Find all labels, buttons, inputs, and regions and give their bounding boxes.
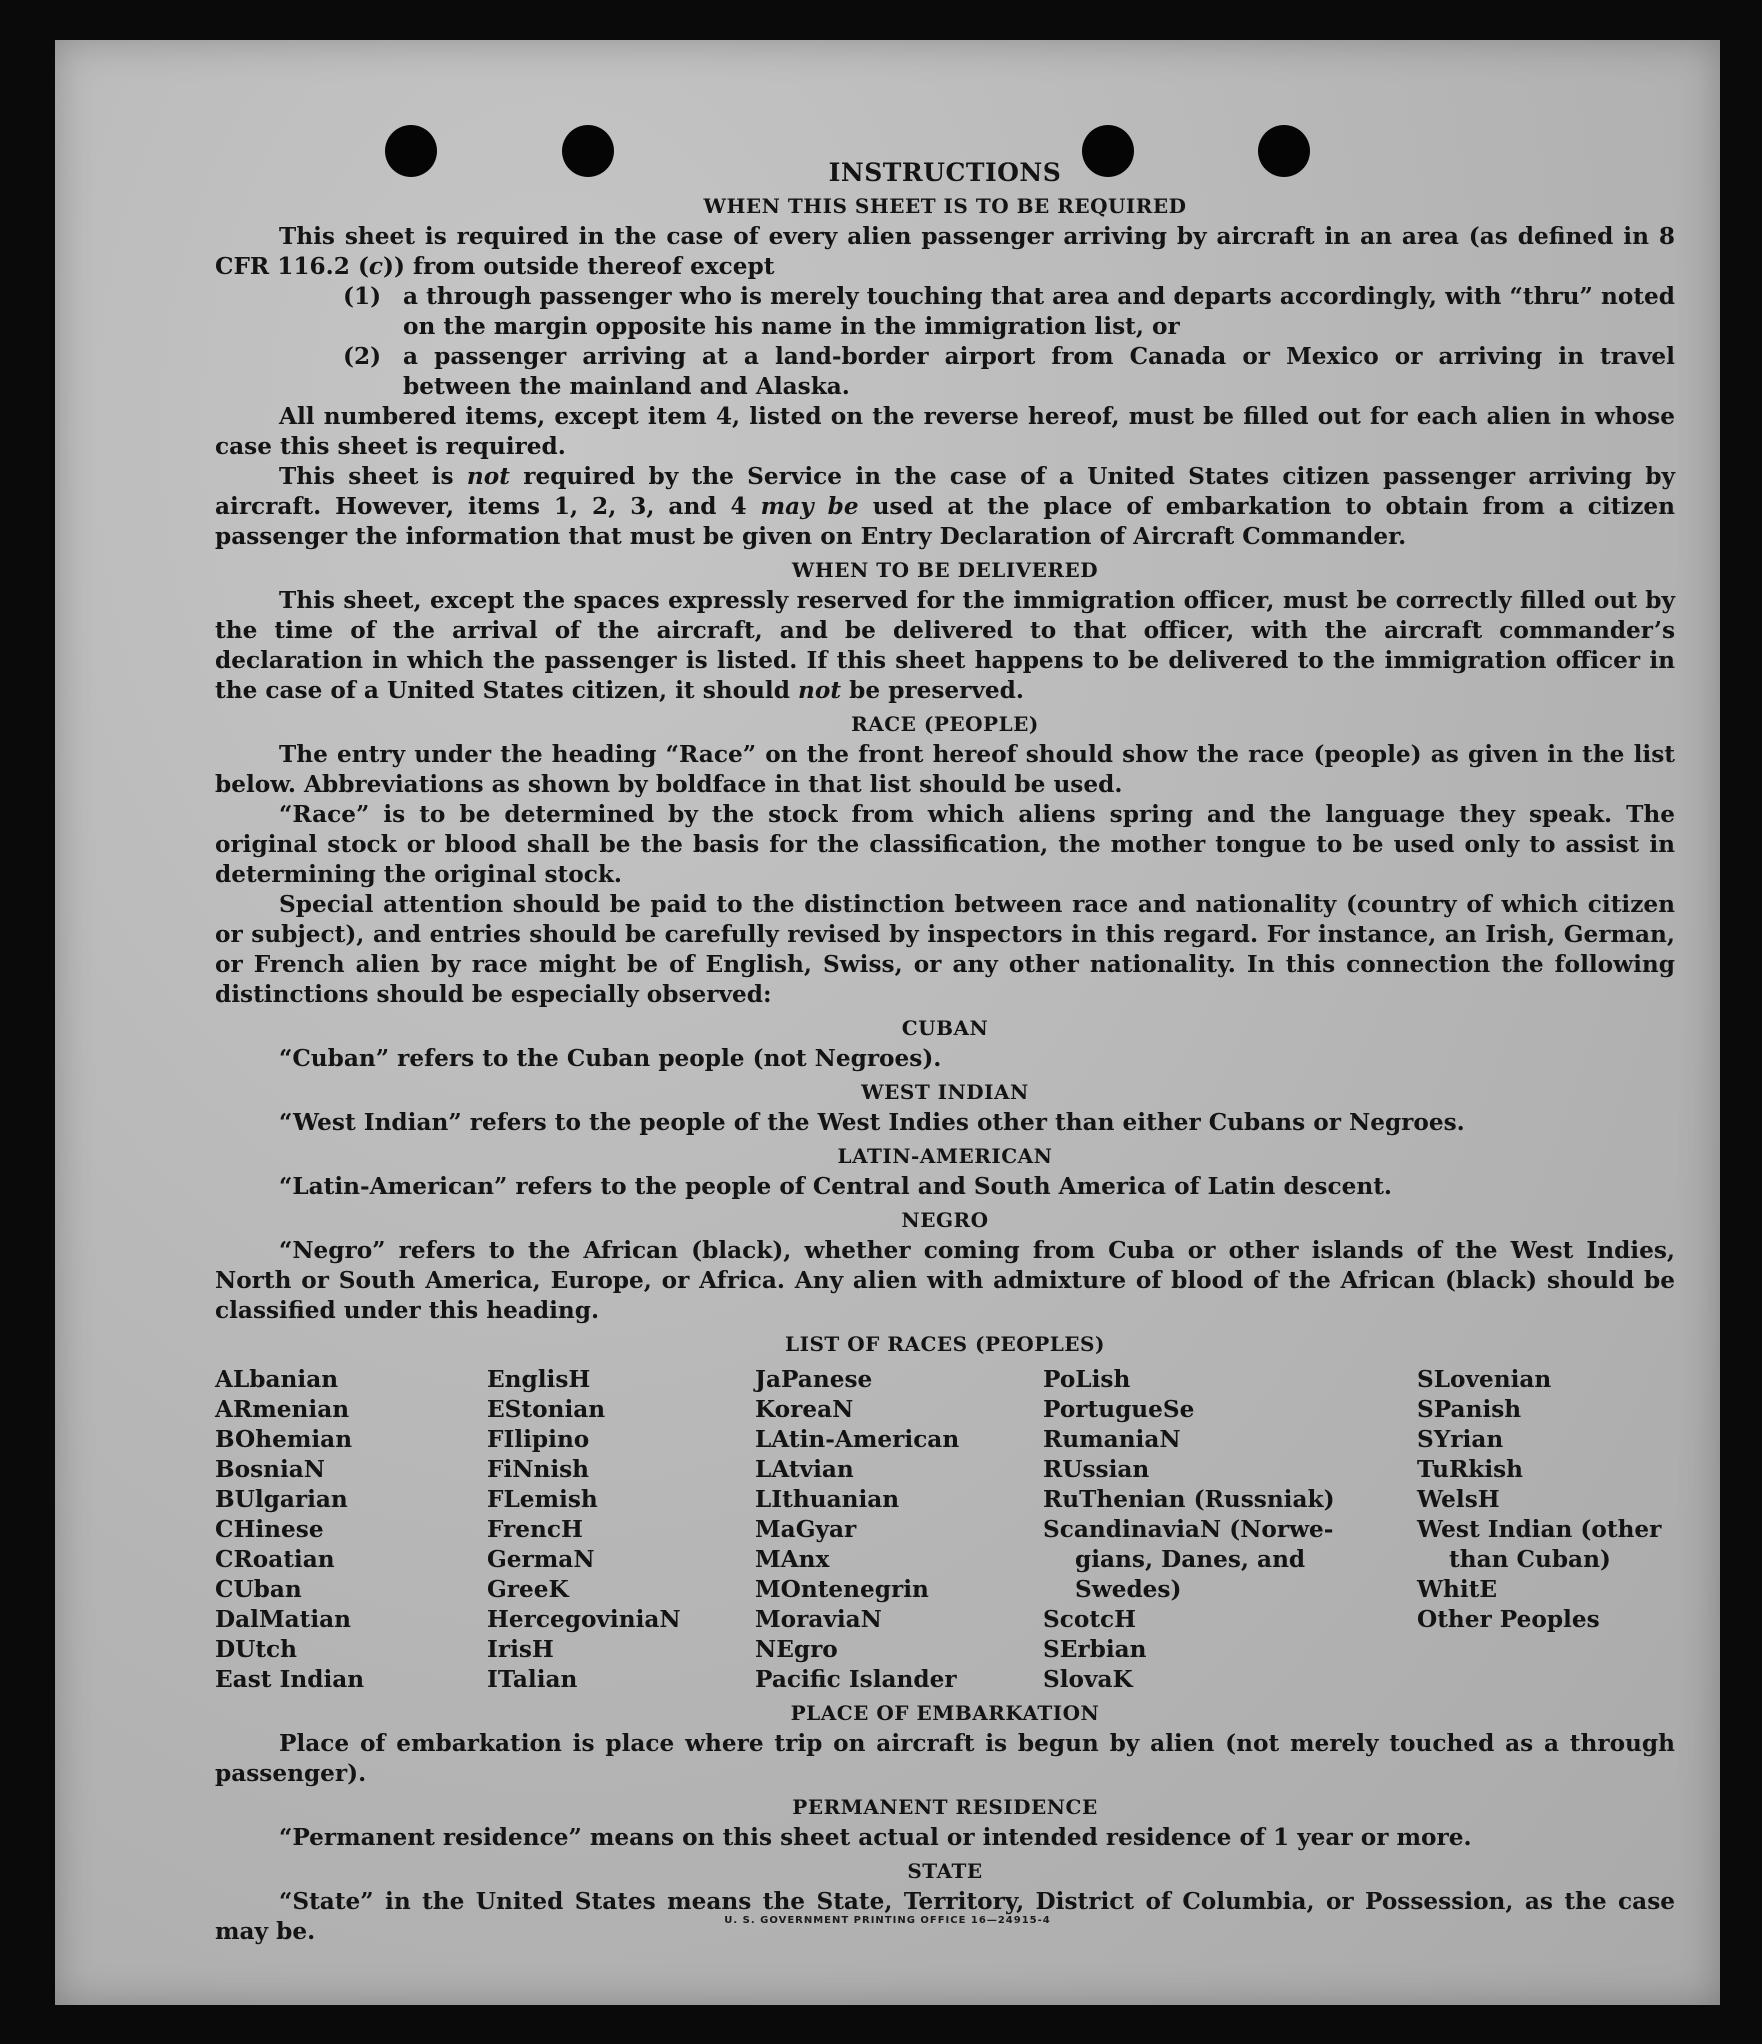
section-heading-embarkation: PLACE OF EMBARKATION — [790, 1701, 1100, 1725]
race-item: BosniaN — [215, 1456, 326, 1483]
section-heading-race: RACE (PEOPLE) — [851, 712, 1039, 736]
exception-item-1 — [215, 282, 1675, 342]
delivered-b: be preserved. — [841, 677, 1024, 704]
required-intro-a: This sheet is required in the case of every alien passenger arriving by aircraft in an area (as defined in 8 CFR 116.2 ( — [215, 223, 1675, 280]
race-paragraph-1: The entry under the heading “Race” on the front hereof should show the race (people) as given in the list below. Abbreviations as shown by boldface in that list should be used. — [215, 741, 1675, 798]
p3-b: required by the Service in the case of a United States citizen passenger arriving by aircraft. However, items 1, 2, 3, and 4 — [215, 463, 1675, 520]
race-item: LAtin-American — [755, 1426, 960, 1453]
race-column-5 — [1417, 1365, 1675, 1695]
section-heading-races: LIST OF RACES (PEOPLES) — [785, 1332, 1105, 1356]
race-item: FLemish — [487, 1486, 598, 1513]
race-item: ScotcH — [1043, 1606, 1137, 1633]
race-item: East Indian — [215, 1666, 365, 1693]
race-item: SErbian — [1043, 1636, 1147, 1663]
section-heading-residence: PERMANENT RESIDENCE — [792, 1795, 1098, 1819]
race-item: FrencH — [487, 1516, 583, 1543]
race-item: RumaniaN — [1043, 1426, 1181, 1453]
race-item: than Cuban) — [1449, 1546, 1611, 1573]
race-item: TuRkish — [1417, 1456, 1524, 1483]
race-item: GermaN — [487, 1546, 595, 1573]
race-item: LIthuanian — [755, 1486, 900, 1513]
race-item: SYrian — [1417, 1426, 1504, 1453]
section-heading-west-indian: WEST INDIAN — [861, 1080, 1029, 1104]
section-heading-delivered: WHEN TO BE DELIVERED — [791, 558, 1099, 582]
section-heading-required: WHEN THIS SHEET IS TO BE REQUIRED — [703, 194, 1187, 218]
race-item: ScandinaviaN (Norwe- — [1043, 1516, 1334, 1543]
race-paragraph-2: “Race” is to be determined by the stock from which aliens spring and the language they speak. The original stock or blood shall be the basis for the classification, the mother tongue to be used only to assist in determining the original stock. — [215, 801, 1675, 888]
race-item: BUlgarian — [215, 1486, 348, 1513]
race-item: MOntenegrin — [755, 1576, 929, 1603]
race-item: FIlipino — [487, 1426, 590, 1453]
race-item: EStonian — [487, 1396, 606, 1423]
race-item: EnglisH — [487, 1366, 591, 1393]
p3-c: used at the place of embarkation to obtain from a citizen passenger the information that must be given on Entry Declaration of Aircraft Commander. — [215, 493, 1676, 550]
race-item: ITalian — [487, 1666, 578, 1693]
race-item: Pacific Islander — [755, 1666, 957, 1693]
page-title: INSTRUCTIONS — [828, 158, 1062, 187]
race-item: RuThenian (Russniak) — [1043, 1486, 1335, 1513]
p3-maybe: may be — [760, 493, 859, 520]
p3-not: not — [466, 463, 510, 490]
section-heading-state: STATE — [907, 1859, 983, 1883]
race-item: PoLish — [1043, 1366, 1131, 1393]
form-sheet — [55, 40, 1720, 2005]
section-heading-negro: NEGRO — [901, 1208, 989, 1232]
race-column-4 — [1043, 1365, 1417, 1695]
delivered-a: This sheet, except the spaces expressly reserved for the immigration officer, must be correctly filled out by the time of the arrival of the aircraft, and be delivered to that officer, with the aircraft commander’s declaration in which the passenger is listed. If this sheet happens to be delivered to the immigration officer in the case of a United States citizen, it should — [215, 587, 1675, 704]
race-item: LAtvian — [755, 1456, 854, 1483]
race-item: ALbanian — [215, 1366, 339, 1393]
state-text: “State” in the United States means the State, Territory, District of Columbia, or Possession, as the case may be. — [215, 1888, 1675, 1945]
race-item: NEgro — [755, 1636, 838, 1663]
item-text: a passenger arriving at a land-border airport from Canada or Mexico or arriving in travel between the mainland and Alaska. — [403, 343, 1675, 400]
race-item: West Indian (other — [1417, 1516, 1662, 1543]
item-number: (2) — [343, 343, 382, 370]
race-item: WhitE — [1417, 1576, 1498, 1603]
required-intro-c: c — [368, 253, 384, 280]
race-item: KoreaN — [755, 1396, 854, 1423]
required-paragraph-3 — [215, 462, 1675, 552]
race-item: MAnx — [755, 1546, 830, 1573]
race-item: ARmenian — [215, 1396, 350, 1423]
race-column-3 — [755, 1365, 1043, 1695]
race-column-1 — [215, 1365, 487, 1695]
residence-text: “Permanent residence” means on this sheet actual or intended residence of 1 year or more. — [279, 1824, 1472, 1851]
latin-american-text: “Latin-American” refers to the people of Central and South America of Latin descent. — [279, 1173, 1392, 1200]
printing-office-footer: U. S. GOVERNMENT PRINTING OFFICE 16—24915-4 — [724, 1915, 1051, 1926]
race-item: JaPanese — [755, 1366, 873, 1393]
section-heading-latin-american: LATIN-AMERICAN — [837, 1144, 1053, 1168]
race-item: SLovenian — [1417, 1366, 1552, 1393]
race-item: GreeK — [487, 1576, 569, 1603]
race-item: Other Peoples — [1417, 1606, 1600, 1633]
race-item: CHinese — [215, 1516, 324, 1543]
race-item: RUssian — [1043, 1456, 1150, 1483]
section-heading-cuban: CUBAN — [901, 1016, 989, 1040]
delivered-not: not — [798, 677, 842, 704]
race-item: CUban — [215, 1576, 302, 1603]
delivered-paragraph — [215, 586, 1675, 706]
race-item: gians, Danes, and — [1075, 1546, 1306, 1573]
exception-item-2 — [215, 342, 1675, 402]
race-item: PortugueSe — [1043, 1396, 1195, 1423]
embarkation-text: Place of embarkation is place where trip on aircraft is begun by alien (not merely touched as a through passenger). — [215, 1730, 1675, 1787]
race-item: CRoatian — [215, 1546, 335, 1573]
item-number: (1) — [343, 283, 382, 310]
required-paragraph-2: All numbered items, except item 4, listed on the reverse hereof, must be filled out for each alien in whose case this sheet is required. — [215, 403, 1675, 460]
item-text: a through passenger who is merely touching that area and departs accordingly, with “thru” noted on the margin opposite his name in the immigration list, or — [403, 283, 1675, 340]
required-intro — [215, 222, 1675, 282]
race-item: Swedes) — [1075, 1576, 1182, 1603]
race-item: DalMatian — [215, 1606, 352, 1633]
race-list — [215, 1365, 1675, 1695]
race-item: FiNnish — [487, 1456, 590, 1483]
instructions-body — [215, 158, 1675, 1947]
cuban-text: “Cuban” refers to the Cuban people (not Negroes). — [279, 1045, 942, 1072]
race-item: WelsH — [1417, 1486, 1500, 1513]
race-paragraph-3: Special attention should be paid to the distinction between race and nationality (country of which citizen or subject), and entries should be carefully revised by inspectors in this regard. For instance, an Irish, German, or French alien by race might be of English, Swiss, or any other nationality. In this connection the following distinctions should be especially observed: — [215, 891, 1675, 1008]
race-item: SlovaK — [1043, 1666, 1133, 1693]
negro-text: “Negro” refers to the African (black), whether coming from Cuba or other islands of the West Indies, North or South America, Europe, or Africa. Any alien with admixture of blood of the African (black) should be classified under this heading. — [215, 1237, 1675, 1324]
west-indian-text: “West Indian” refers to the people of the West Indies other than either Cubans or Negroes. — [279, 1109, 1465, 1136]
race-item: IrisH — [487, 1636, 554, 1663]
race-item: DUtch — [215, 1636, 298, 1663]
race-item: HercegoviniaN — [487, 1606, 681, 1633]
race-column-2 — [487, 1365, 755, 1695]
required-intro-b: )) from outside thereof except — [383, 253, 775, 280]
race-item: BOhemian — [215, 1426, 353, 1453]
race-item: MoraviaN — [755, 1606, 882, 1633]
p3-a: This sheet is — [279, 463, 467, 490]
race-item: SPanish — [1417, 1396, 1522, 1423]
race-item: MaGyar — [755, 1516, 857, 1543]
